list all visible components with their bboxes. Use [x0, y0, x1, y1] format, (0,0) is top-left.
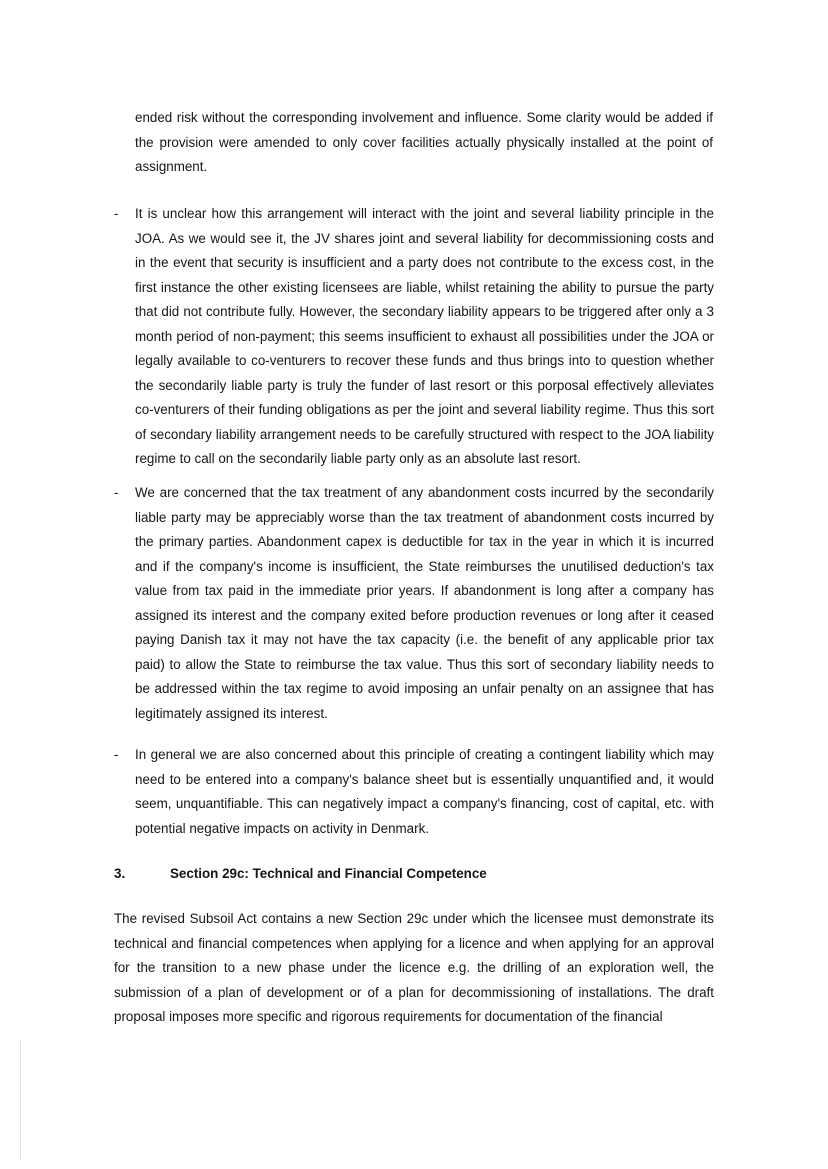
- bullet-item: [114, 743, 714, 841]
- continuation-paragraph: ended risk without the corresponding involvement and influence. Some clarity would be added if the provision were amended to only cover facilities actually physically installed at the point of assignment.: [135, 110, 713, 174]
- section-title: Section 29c: Technical and Financial Competence: [170, 866, 487, 881]
- bullet-text: We are concerned that the tax treatment of any abandonment costs incurred by the secondarily liable party may be appreciably worse than the tax treatment of abandonment costs incurred by the primary parties. Abandonment capex is deductible for tax in the year in which it is incurred and if the company's income is insufficient, the State reimburses the unutilised deduction's tax value from tax paid in the immediate prior years. If abandonment is long after a company has assigned its interest and the company exited before production revenues or long after it ceased paying Danish tax it may not have the tax capacity (i.e. the benefit of any applicable prior tax paid) to allow the State to reimburse the tax value. Thus this sort of secondary liability needs to be addressed within the tax regime to avoid imposing an unfair penalty on an assignee that has legitimately assigned its interest.: [135, 485, 714, 721]
- bullet-dash: -: [114, 206, 119, 221]
- section-number: 3.: [114, 866, 126, 881]
- body-paragraph: The revised Subsoil Act contains a new Section 29c under which the licensee must demonstrate its technical and financial competences when applying for a licence and when applying for an approval for the transition to a new phase under the licence e.g. the drilling of an exploration well, the submission of a plan of development or of a plan for decommissioning of installations. The draft proposal imposes more specific and rigorous requirements for documentation of the financial: [114, 911, 714, 1024]
- scan-margin-line: [20, 1040, 21, 1160]
- bullet-text: In general we are also concerned about this principle of creating a contingent liability which may need to be entered into a company's balance sheet but is essentially unquantified and, it would seem, unquantifiable. This can negatively impact a company's financing, cost of capital, etc. with potential negative impacts on activity in Denmark.: [135, 747, 714, 836]
- bullet-item: [114, 202, 714, 472]
- bullet-item: [114, 481, 714, 726]
- bullet-text: It is unclear how this arrangement will interact with the joint and several liability principle in the JOA. As we would see it, the JV shares joint and several liability for decommissioning costs and in the event that security is insufficient and a party does not contribute to the excess cost, in the first instance the other existing licensees are liable, whilst retaining the ability to pursue the party that did not contribute fully. However, the secondary liability appears to be triggered after only a 3 month period of non-payment; this seems insufficient to exhaust all possibilities under the JOA or legally available to co-venturers to recover these funds and thus brings into to question whether the secondarily liable party is truly the funder of last resort or this porposal effectively alleviates co-venturers of their funding obligations as per the joint and several liability regime. Thus this sort of secondary liability arrangement needs to be carefully structured with respect to the JOA liability regime to call on the secondarily liable party only as an absolute last resort.: [135, 206, 714, 466]
- bullet-dash: -: [114, 747, 119, 762]
- bullet-dash: -: [114, 485, 119, 500]
